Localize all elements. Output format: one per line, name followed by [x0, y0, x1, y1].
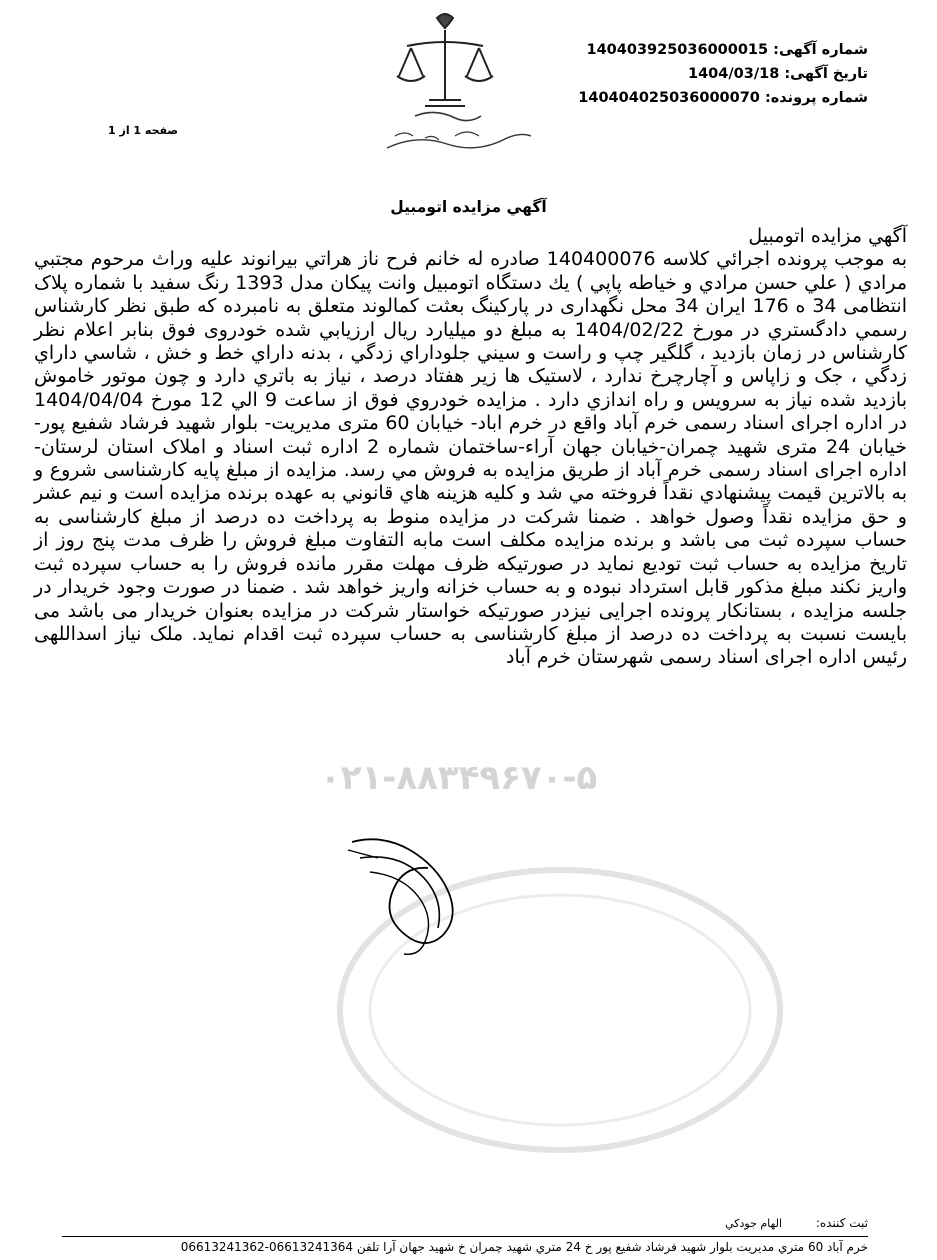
handwritten-signature: [340, 820, 490, 970]
notice-date-row: [538, 62, 868, 86]
document-body: [34, 225, 907, 670]
file-number-label: شماره پرونده:: [764, 90, 868, 106]
registrar: [725, 1216, 868, 1230]
notice-date: 1404/03/18: [688, 66, 780, 82]
page-number: صفحه 1 از 1: [108, 124, 179, 137]
notice-number: 14040392503600001‌5: [586, 42, 769, 58]
registrar-label: ثبت كننده:: [815, 1216, 868, 1230]
body-subtitle: آگهي مزايده اتومبيل: [748, 225, 907, 247]
notice-number-label: شماره آگهی:: [773, 42, 868, 58]
watermark-phone: ۰۲۱-۸۸۳۴۹۶۷۰-۵: [320, 758, 598, 798]
judiciary-emblem-logo: [385, 8, 545, 158]
notice-header: [538, 38, 868, 110]
body-text: به موجب پرونده اجرائي كلاسه 140400076 صادره له خانم فرح ناز هراتي بيرانوند عليه وراث مرحوم مجتبي مرادي ( علي حسن مرادي و خياطه پاپي ) يك دستگاه اتومبيل وانت پيكان مدل 1393 رنگ سفيد با شماره پلاک انتظامی 34 ه 176 ایران 34 محل نگهداری در پارکینگ بعثت کمالوند متعلق به نامبرده که طبق نظر كارشناس رسمي دادگستري در مورخ 1404/02/22 به مبلغ دو ميليارد ريال ارزيابي شده خودروی فوق بنابر اعلام نظر كارشناس در زمان بازديد ، گلگير چپ و راست و سيني جلوداراي زدگي ، بدنه داراي خط و خش ، شاسي داراي زدگي ، جک و زاپاس و آچارچرخ ندارد ، لاستیک ها زیر هفتاد درصد ، نیاز به باتري دارد و چون موتور خاموش بازديد شده نياز به سرويس و راه اندازي دارد . مزايده خودروي فوق از ساعت 9 الي 12 مورخ 1404/04/04 در اداره اجرای اسناد رسمی خرم آباد واقع در خرم اباد- خيابان 60 متری مديريت- بلوار شهيد فرشاد شفيع پور-خيابان 24 متری شهيد چمران-خيابان جهان آراء-ساختمان شماره 2 اداره ثبت اسناد و املاک استان لرستان-اداره اجرای اسناد رسمی خرم آباد از طريق مزايده به فروش مي رسد. مزايده از مبلغ پايه كارشناسی شروع و به بالاترين قيمت پيشنهادي نقداً فروخته مي شد و كليه هزينه هاي قانوني به عهده برنده مزايده است و نيم عشر و حق مزايده نقداً وصول خواهد . ضمنا شرکت در مزایده منوط به پرداخت ده درصد از مبلغ کارشناسی به حساب سپرده ثبت می باشد و برنده مزایده مکلف است مابه التفاوت مبلغ فروش را ظرف مدت پنج روز از تاریخ مزایده به حساب ثبت تودیع نماید در صورتیکه ظرف مهلت مقرر مانده فروش را به حساب سپرده ثبت واریز نکند مبلغ مذکور قابل استرداد نبوده و به حساب خزانه واریز خواهد شد . ضمنا در صورت وجود خریدار در جلسه مزایده ، بستانکار پرونده اجرایی نیزدر صورتیکه خواستار شرکت در مزایده بعنوان خریدار می باشد می بایست نسبت به پرداخت ده درصد از مبلغ کارشناسی به حساب سپرده ثبت اقدام نماید. ملک نیاز اسداللهی رئیس اداره اجرای اسناد رسمی شهرستان خرم آباد: [34, 248, 908, 669]
notice-date-label: تاریخ آگهی:: [784, 66, 868, 82]
footer-address: خرم آباد 60 متري مديريت بلوار شهيد فرشاد شفيع پور خ 24 متري شهيد چمران خ شهيد جهان آرا تلفن 06613241364-06613241362: [180, 1240, 868, 1254]
file-number: 14040402503600007‌0: [578, 90, 760, 106]
file-number-row: [538, 86, 868, 110]
notice-number-row: [538, 38, 868, 62]
registrar-name: الهام جودكي: [725, 1217, 783, 1230]
document-title: آگهي مزايده اتومبيل: [390, 198, 547, 216]
footer-divider: [62, 1236, 868, 1237]
